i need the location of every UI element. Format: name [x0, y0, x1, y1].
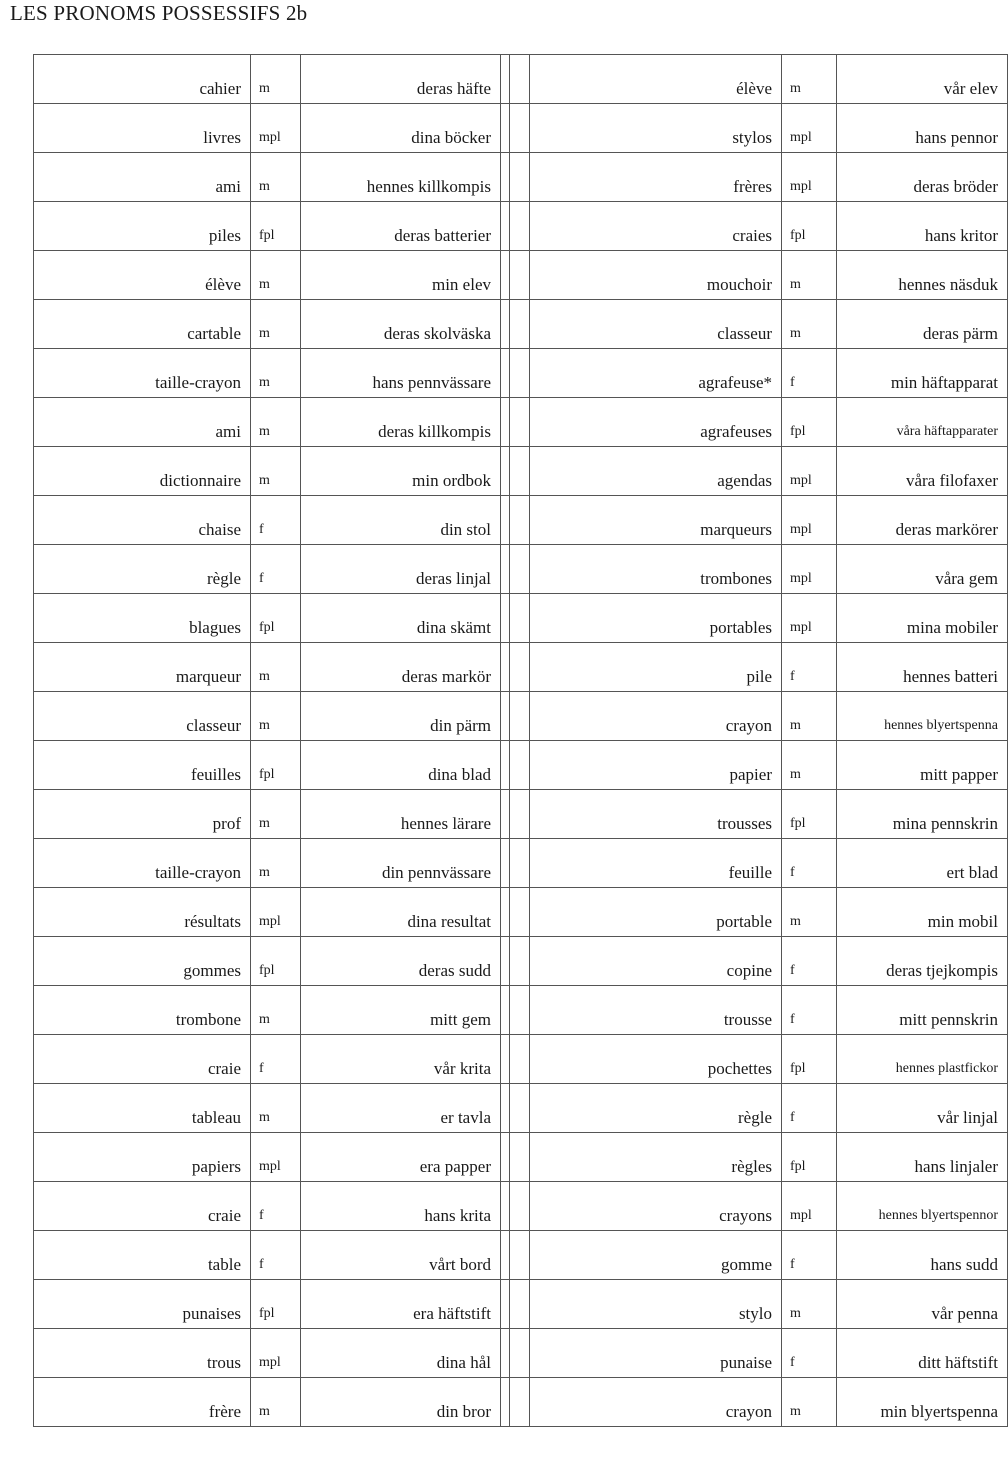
french-word-right: stylos — [530, 104, 782, 153]
swedish-translation-right: hans kritor — [837, 202, 1008, 251]
column-separator — [501, 202, 510, 251]
swedish-translation-left: din stol — [301, 496, 501, 545]
column-separator — [510, 741, 530, 790]
french-word-right: portables — [530, 594, 782, 643]
gender-left: m — [251, 398, 301, 447]
french-word-left: livres — [34, 104, 251, 153]
swedish-translation-right: deras bröder — [837, 153, 1008, 202]
column-separator — [510, 545, 530, 594]
swedish-translation-left: deras sudd — [301, 937, 501, 986]
swedish-translation-left: din pennvässare — [301, 839, 501, 888]
swedish-translation-left: mitt gem — [301, 986, 501, 1035]
gender-right: f — [782, 643, 837, 692]
column-separator — [510, 349, 530, 398]
french-word-left: craie — [34, 1035, 251, 1084]
swedish-translation-right: hennes plastfickor — [837, 1035, 1008, 1084]
gender-left: m — [251, 1378, 301, 1427]
gender-right: mpl — [782, 153, 837, 202]
french-word-right: portable — [530, 888, 782, 937]
french-word-right: marqueurs — [530, 496, 782, 545]
swedish-translation-right: deras pärm — [837, 300, 1008, 349]
gender-left: m — [251, 1084, 301, 1133]
swedish-translation-right: vår penna — [837, 1280, 1008, 1329]
gender-right: fpl — [782, 790, 837, 839]
column-separator — [501, 300, 510, 349]
french-word-left: trombone — [34, 986, 251, 1035]
table-row — [34, 1182, 1008, 1231]
gender-right: m — [782, 300, 837, 349]
table-row — [34, 349, 1008, 398]
table-row — [34, 937, 1008, 986]
french-word-right: trombones — [530, 545, 782, 594]
french-word-right: gomme — [530, 1231, 782, 1280]
table-row — [34, 1035, 1008, 1084]
column-separator — [510, 1329, 530, 1378]
column-separator — [510, 643, 530, 692]
french-word-left: ami — [34, 153, 251, 202]
table-row — [34, 545, 1008, 594]
gender-right: mpl — [782, 447, 837, 496]
table-row — [34, 594, 1008, 643]
gender-right: f — [782, 937, 837, 986]
swedish-translation-left: deras skolväska — [301, 300, 501, 349]
column-separator — [501, 545, 510, 594]
french-word-right: copine — [530, 937, 782, 986]
french-word-right: mouchoir — [530, 251, 782, 300]
french-word-right: règle — [530, 1084, 782, 1133]
column-separator — [501, 839, 510, 888]
swedish-translation-right: mitt papper — [837, 741, 1008, 790]
table-row — [34, 741, 1008, 790]
gender-left: mpl — [251, 1133, 301, 1182]
column-separator — [510, 839, 530, 888]
swedish-translation-right: vår linjal — [837, 1084, 1008, 1133]
column-separator — [501, 496, 510, 545]
gender-right: f — [782, 986, 837, 1035]
table-row — [34, 790, 1008, 839]
swedish-translation-right: vår elev — [837, 55, 1008, 104]
french-word-left: table — [34, 1231, 251, 1280]
gender-left: m — [251, 447, 301, 496]
table-row — [34, 1280, 1008, 1329]
column-separator — [510, 398, 530, 447]
french-word-right: agrafeuses — [530, 398, 782, 447]
french-word-left: cahier — [34, 55, 251, 104]
column-separator — [510, 790, 530, 839]
vocabulary-table-body — [34, 55, 1008, 1427]
french-word-right: crayons — [530, 1182, 782, 1231]
gender-left: mpl — [251, 1329, 301, 1378]
french-word-left: taille-crayon — [34, 839, 251, 888]
column-separator — [510, 496, 530, 545]
gender-left: fpl — [251, 937, 301, 986]
swedish-translation-left: era häftstift — [301, 1280, 501, 1329]
french-word-right: élève — [530, 55, 782, 104]
column-separator — [501, 1231, 510, 1280]
gender-left: m — [251, 349, 301, 398]
swedish-translation-left: dina resultat — [301, 888, 501, 937]
swedish-translation-right: mina mobiler — [837, 594, 1008, 643]
column-separator — [510, 251, 530, 300]
french-word-right: papier — [530, 741, 782, 790]
french-word-left: résultats — [34, 888, 251, 937]
swedish-translation-right: deras markörer — [837, 496, 1008, 545]
table-row — [34, 104, 1008, 153]
french-word-right: frères — [530, 153, 782, 202]
swedish-translation-left: deras häfte — [301, 55, 501, 104]
swedish-translation-left: din pärm — [301, 692, 501, 741]
gender-left: f — [251, 545, 301, 594]
column-separator — [501, 398, 510, 447]
gender-left: m — [251, 153, 301, 202]
column-separator — [501, 790, 510, 839]
column-separator — [501, 1133, 510, 1182]
table-row — [34, 1329, 1008, 1378]
swedish-translation-right: min blyertspenna — [837, 1378, 1008, 1427]
gender-left: m — [251, 55, 301, 104]
french-word-left: élève — [34, 251, 251, 300]
column-separator — [501, 937, 510, 986]
table-row — [34, 1231, 1008, 1280]
gender-left: m — [251, 300, 301, 349]
french-word-right: agrafeuse* — [530, 349, 782, 398]
gender-right: fpl — [782, 202, 837, 251]
french-word-left: trous — [34, 1329, 251, 1378]
table-row — [34, 398, 1008, 447]
gender-right: mpl — [782, 594, 837, 643]
column-separator — [510, 1231, 530, 1280]
swedish-translation-right: mina pennskrin — [837, 790, 1008, 839]
column-separator — [501, 1182, 510, 1231]
gender-left: f — [251, 1231, 301, 1280]
gender-right: f — [782, 1231, 837, 1280]
gender-right: m — [782, 692, 837, 741]
column-separator — [510, 1280, 530, 1329]
swedish-translation-right: hans pennor — [837, 104, 1008, 153]
swedish-translation-right: hans linjaler — [837, 1133, 1008, 1182]
gender-left: f — [251, 496, 301, 545]
gender-left: m — [251, 790, 301, 839]
swedish-translation-right: deras tjejkompis — [837, 937, 1008, 986]
column-separator — [510, 300, 530, 349]
table-row — [34, 496, 1008, 545]
swedish-translation-left: er tavla — [301, 1084, 501, 1133]
swedish-translation-left: hans pennvässare — [301, 349, 501, 398]
swedish-translation-left: min ordbok — [301, 447, 501, 496]
french-word-right: classeur — [530, 300, 782, 349]
column-separator — [510, 55, 530, 104]
column-separator — [510, 888, 530, 937]
swedish-translation-left: dina blad — [301, 741, 501, 790]
swedish-translation-left: deras linjal — [301, 545, 501, 594]
gender-left: m — [251, 839, 301, 888]
swedish-translation-left: dina skämt — [301, 594, 501, 643]
gender-right: mpl — [782, 1182, 837, 1231]
gender-right: m — [782, 888, 837, 937]
swedish-translation-left: dina böcker — [301, 104, 501, 153]
table-row — [34, 839, 1008, 888]
french-word-right: feuille — [530, 839, 782, 888]
gender-right: f — [782, 839, 837, 888]
swedish-translation-left: vårt bord — [301, 1231, 501, 1280]
swedish-translation-left: vår krita — [301, 1035, 501, 1084]
french-word-left: piles — [34, 202, 251, 251]
swedish-translation-right: ert blad — [837, 839, 1008, 888]
column-separator — [501, 55, 510, 104]
french-word-left: punaises — [34, 1280, 251, 1329]
gender-right: fpl — [782, 398, 837, 447]
swedish-translation-left: hennes killkompis — [301, 153, 501, 202]
column-separator — [510, 1035, 530, 1084]
table-row — [34, 447, 1008, 496]
gender-right: mpl — [782, 104, 837, 153]
table-row — [34, 1084, 1008, 1133]
gender-right: m — [782, 741, 837, 790]
french-word-left: feuilles — [34, 741, 251, 790]
french-word-left: cartable — [34, 300, 251, 349]
gender-left: fpl — [251, 202, 301, 251]
column-separator — [510, 937, 530, 986]
gender-left: fpl — [251, 741, 301, 790]
french-word-right: trousses — [530, 790, 782, 839]
column-separator — [510, 202, 530, 251]
vocabulary-table — [33, 54, 1008, 1427]
french-word-right: crayon — [530, 1378, 782, 1427]
french-word-right: craies — [530, 202, 782, 251]
french-word-left: papiers — [34, 1133, 251, 1182]
table-row — [34, 692, 1008, 741]
column-separator — [501, 251, 510, 300]
french-word-left: prof — [34, 790, 251, 839]
swedish-translation-left: hennes lärare — [301, 790, 501, 839]
gender-right: f — [782, 1329, 837, 1378]
french-word-left: marqueur — [34, 643, 251, 692]
french-word-right: pile — [530, 643, 782, 692]
gender-right: m — [782, 55, 837, 104]
swedish-translation-left: min elev — [301, 251, 501, 300]
column-separator — [510, 986, 530, 1035]
swedish-translation-right: ditt häftstift — [837, 1329, 1008, 1378]
gender-left: m — [251, 692, 301, 741]
table-row — [34, 1378, 1008, 1427]
swedish-translation-right: hans sudd — [837, 1231, 1008, 1280]
swedish-translation-right: mitt pennskrin — [837, 986, 1008, 1035]
column-separator — [501, 643, 510, 692]
gender-right: m — [782, 1280, 837, 1329]
column-separator — [501, 692, 510, 741]
column-separator — [510, 447, 530, 496]
gender-left: m — [251, 986, 301, 1035]
table-row — [34, 986, 1008, 1035]
gender-right: mpl — [782, 545, 837, 594]
gender-left: fpl — [251, 1280, 301, 1329]
swedish-translation-left: deras markör — [301, 643, 501, 692]
swedish-translation-right: hennes batteri — [837, 643, 1008, 692]
swedish-translation-right: hennes blyertspennor — [837, 1182, 1008, 1231]
gender-right: fpl — [782, 1035, 837, 1084]
column-separator — [501, 1329, 510, 1378]
table-row — [34, 300, 1008, 349]
swedish-translation-right: hennes näsduk — [837, 251, 1008, 300]
column-separator — [510, 692, 530, 741]
gender-right: m — [782, 251, 837, 300]
french-word-left: ami — [34, 398, 251, 447]
french-word-left: dictionnaire — [34, 447, 251, 496]
column-separator — [510, 153, 530, 202]
swedish-translation-right: hennes blyertspenna — [837, 692, 1008, 741]
french-word-left: gommes — [34, 937, 251, 986]
swedish-translation-left: era papper — [301, 1133, 501, 1182]
french-word-right: crayon — [530, 692, 782, 741]
swedish-translation-right: våra häftapparater — [837, 398, 1008, 447]
gender-left: mpl — [251, 888, 301, 937]
gender-left: m — [251, 643, 301, 692]
column-separator — [501, 1035, 510, 1084]
gender-right: f — [782, 1084, 837, 1133]
swedish-translation-right: våra gem — [837, 545, 1008, 594]
table-row — [34, 55, 1008, 104]
french-word-right: stylo — [530, 1280, 782, 1329]
column-separator — [510, 1133, 530, 1182]
table-row — [34, 643, 1008, 692]
french-word-left: blagues — [34, 594, 251, 643]
french-word-right: pochettes — [530, 1035, 782, 1084]
swedish-translation-right: min häftapparat — [837, 349, 1008, 398]
swedish-translation-left: hans krita — [301, 1182, 501, 1231]
column-separator — [501, 986, 510, 1035]
column-separator — [501, 741, 510, 790]
column-separator — [510, 1182, 530, 1231]
table-row — [34, 888, 1008, 937]
column-separator — [510, 104, 530, 153]
french-word-left: craie — [34, 1182, 251, 1231]
table-row — [34, 1133, 1008, 1182]
gender-left: fpl — [251, 594, 301, 643]
french-word-right: trousse — [530, 986, 782, 1035]
column-separator — [501, 1378, 510, 1427]
french-word-right: règles — [530, 1133, 782, 1182]
french-word-left: chaise — [34, 496, 251, 545]
swedish-translation-left: deras batterier — [301, 202, 501, 251]
column-separator — [501, 888, 510, 937]
gender-right: mpl — [782, 496, 837, 545]
column-separator — [510, 1084, 530, 1133]
column-separator — [501, 1084, 510, 1133]
french-word-left: frère — [34, 1378, 251, 1427]
french-word-left: tableau — [34, 1084, 251, 1133]
column-separator — [501, 104, 510, 153]
column-separator — [501, 1280, 510, 1329]
french-word-right: punaise — [530, 1329, 782, 1378]
gender-left: f — [251, 1182, 301, 1231]
column-separator — [501, 594, 510, 643]
column-separator — [501, 153, 510, 202]
gender-left: m — [251, 251, 301, 300]
column-separator — [510, 1378, 530, 1427]
table-row — [34, 202, 1008, 251]
column-separator — [501, 447, 510, 496]
table-row — [34, 251, 1008, 300]
french-word-right: agendas — [530, 447, 782, 496]
gender-right: m — [782, 1378, 837, 1427]
swedish-translation-left: deras killkompis — [301, 398, 501, 447]
swedish-translation-left: dina hål — [301, 1329, 501, 1378]
french-word-left: règle — [34, 545, 251, 594]
gender-left: f — [251, 1035, 301, 1084]
gender-right: fpl — [782, 1133, 837, 1182]
page-title: LES PRONOMS POSSESSIFS 2b — [10, 1, 308, 25]
column-separator — [501, 349, 510, 398]
column-separator — [510, 594, 530, 643]
gender-left: mpl — [251, 104, 301, 153]
swedish-translation-left: din bror — [301, 1378, 501, 1427]
swedish-translation-right: våra filofaxer — [837, 447, 1008, 496]
swedish-translation-right: min mobil — [837, 888, 1008, 937]
french-word-left: taille-crayon — [34, 349, 251, 398]
french-word-left: classeur — [34, 692, 251, 741]
gender-right: f — [782, 349, 837, 398]
table-row — [34, 153, 1008, 202]
